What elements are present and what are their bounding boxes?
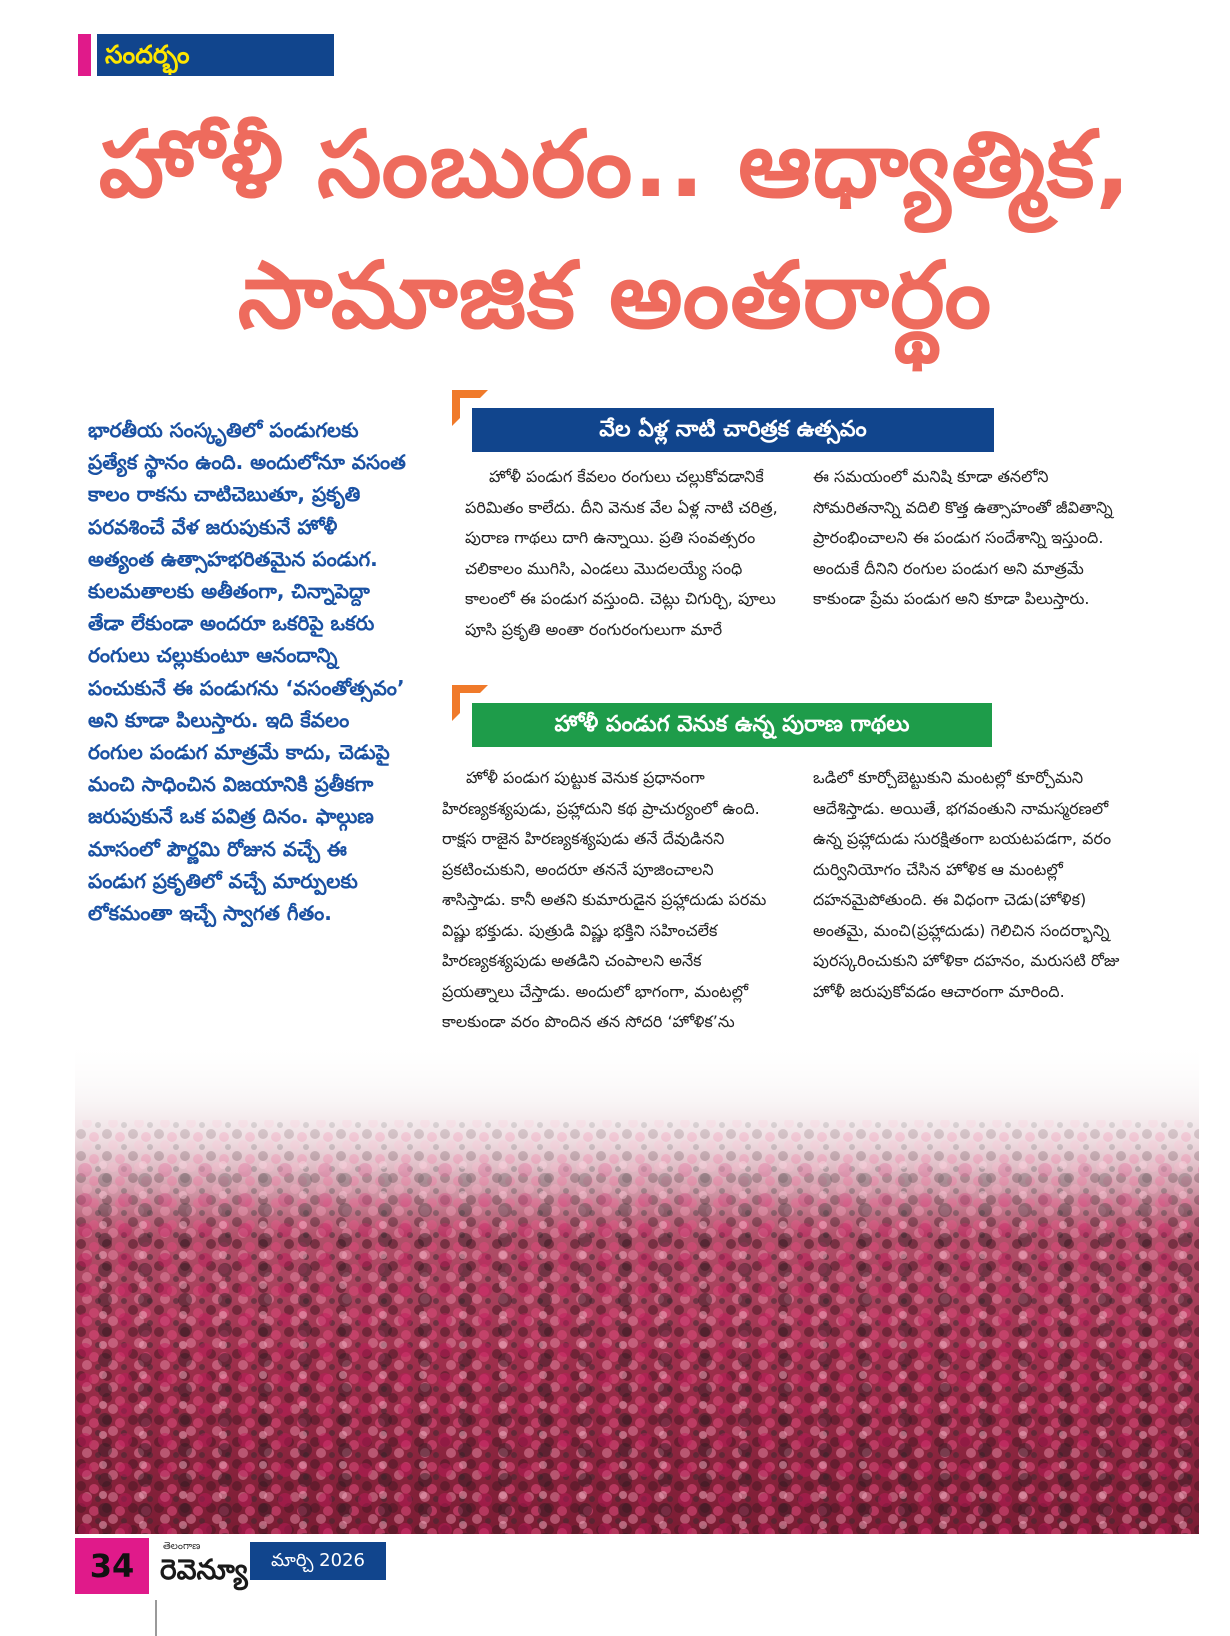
section-label: సందర్భం — [105, 40, 190, 69]
subheading-legends: హోళీ పండుగ వెనుక ఉన్న పురాణ గాథలు — [472, 703, 992, 747]
history-column-1: హోళీ పండుగ కేవలం రంగులు చల్లుకోవడానికే పరిమితం కాలేదు. దీని వెనుక వేల ఏళ్ల నాటి చరిత్ర, పురాణ గాథలు దాగి ఉన్నాయి. ప్రతి సంవత్సరం చలికాలం ముగిసి, ఎండలు మొదలయ్యే సంధి కాలంలో ఈ పండుగ వస్తుంది. చెట్లు చిగుర్చి, పూలు పూసి ప్రకృతి అంతా రంగురంగులుగా మారే — [465, 467, 778, 639]
footer-divider — [155, 1600, 157, 1636]
holi-crowd-photo — [75, 1040, 1199, 1534]
headline-line-2: సామాజిక అంతరార్థం — [237, 242, 993, 349]
legend-column-2: ఒడిలో కూర్చోబెట్టుకుని మంటల్లో కూర్చోమని ఆదేశిస్తాడు. అయితే, భగవంతుని నామస్మరణలో ఉన్న ప్రహ్లాదుడు సురక్షితంగా బయటపడగా, వరం దుర్వినియోగం చేసిన హోళిక ఆ మంటల్లో దహనమైపోతుంది. ఈ విధంగా చెడు(హోళిక) అంతమై, మంచి(ప్రహ్లాదుడు) గెలిచిన సందర్భాన్ని పురస్కరించుకుని హోళికా దహనం, మరుసటి రోజు హోళీ జరుపుకోవడం ఆచారంగా మారింది. — [813, 768, 1120, 1001]
page-number: 34 — [75, 1538, 149, 1594]
magazine-brand-prefix: తెలంగాణ — [163, 1541, 201, 1552]
magazine-brand-name: రెవెన్యూ — [160, 1553, 248, 1586]
issue-date: మార్చి 2026 — [250, 1542, 386, 1580]
legend-column-1: హోళీ పండుగ పుట్టుక వెనుక ప్రధానంగా హిరణ్యకశ్యపుడు, ప్రహ్లాదుని కథ ప్రాచుర్యంలో ఉంది. రాక్షస రాజైన హిరణ్యకశ్యపుడు తనే దేవుడినని ప్రకటించుకుని, అందరూ తననే పూజించాలని శాసిస్తాడు. కానీ అతని కుమారుడైన ప్రహ్లాదుడు పరమ విష్ణు భక్తుడు. పుత్రుడి విష్ణు భక్తిని సహించలేక హిరణ్యకశ్యపుడు అతడిని చంపాలని అనేక ప్రయత్నాలు చేస్తాడు. అందులో భాగంగా, మంటల్లో కాలకుండా వరం పొందిన తన సోదరి ‘హోళిక’ను — [442, 768, 767, 1031]
intro-paragraph: భారతీయ సంస్కృతిలో పండుగలకు ప్రత్యేక స్థానం ఉంది. అందులోనూ వసంత కాలం రాకను చాటిచెబుతూ, ప్రకృతి పరవశించే వేళ జరుపుకునే హోళీ అత్యంత ఉత్సాహభరితమైన పండుగ. కులమతాలకు అతీతంగా, చిన్నాపెద్దా తేడా లేకుండా అందరూ ఒకరిపై ఒకరు రంగులు చల్లుకుంటూ ఆనందాన్ని పంచుకునే ఈ పండుగను ‘వసంతోత్సవం’ అని కూడా పిలుస్తారు. ఇది కేవలం రంగుల పండుగ మాత్రమే కాదు, చెడుపై మంచి సాధించిన విజయానికి ప్రతీకగా జరుపుకునే ఒక పవిత్ర దినం. ఫాల్గుణ మాసంలో పౌర్ణమి రోజున వచ్చే ఈ పండుగ ప్రకృతిలో వచ్చే మార్పులకు లోకమంతా ఇచ్చే స్వాగత గీతం. — [88, 418, 406, 926]
history-column-2: ఈ సమయంలో మనిషి కూడా తనలోని సోమరితనాన్ని వదిలి కొత్త ఉత్సాహంతో జీవితాన్ని ప్రారంభించాలని ఈ పండుగ సందేశాన్ని ఇస్తుంది. అందుకే దీనిని రంగుల పండుగ అని మాత్రమే కాకుండా ప్రేమ పండుగ అని కూడా పిలుస్తారు. — [813, 467, 1113, 608]
subheading-history: వేల ఏళ్ల నాటి చారిత్రక ఉత్సవం — [472, 408, 994, 452]
section-accent-bar — [78, 34, 91, 76]
headline-line-1: హోళీ సంబురం.. ఆధ్యాత్మిక, — [98, 111, 1132, 218]
